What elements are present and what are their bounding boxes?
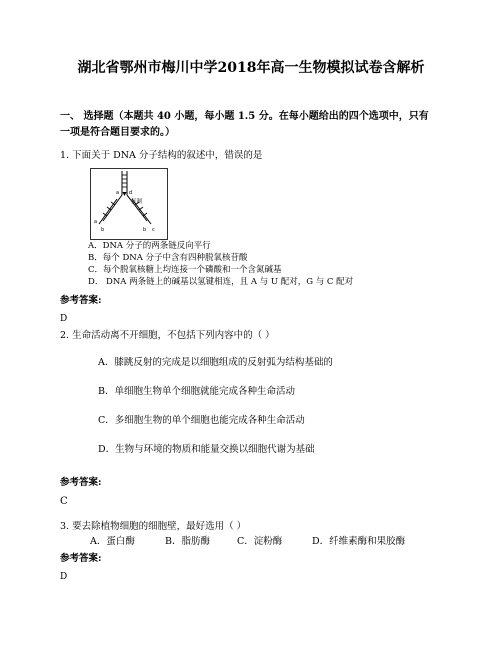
question-2-option-c: C．多细胞生物的单个细胞也能完成各种生命活动 bbox=[98, 415, 305, 426]
question-3-answer: D bbox=[60, 572, 68, 582]
question-2-option-b: B．单细胞生物单个细胞就能完成各种生命活动 bbox=[98, 386, 295, 397]
figure-label-replication: 复制 bbox=[131, 199, 143, 205]
page-title: 湖北省鄂州市梅川中学2018年高一生物模拟试卷含解析 bbox=[77, 60, 425, 76]
question-1-option-a: A．DNA 分子的两条链反向平行 bbox=[88, 241, 211, 251]
question-3-option-b: B．脂肪酶 bbox=[165, 536, 210, 547]
figure-label-b-left: b bbox=[101, 227, 105, 233]
question-3-option-a: A．蛋白酶 bbox=[90, 536, 135, 547]
question-3-option-d: D．纤维素酶和果胶酶 bbox=[312, 536, 406, 547]
question-1-answer-label: 参考答案: bbox=[60, 295, 102, 306]
question-1-option-c: C．每个脱氧核糖上均连接一个磷酸和一个含氮碱基 bbox=[88, 265, 282, 275]
question-2-answer: C bbox=[60, 496, 68, 507]
section-heading-line1: 一、 选择题（本题共 40 小题，每小题 1.5 分。在每小题给出的四个选项中，只有 bbox=[60, 111, 429, 122]
question-1-answer: D bbox=[60, 314, 68, 324]
question-3-stem: 3. 要去除植物细胞的细胞壁，最好选用（ ） bbox=[60, 521, 247, 532]
question-1-stem: 1. 下面关于 DNA 分子结构的叙述中，错误的是 bbox=[60, 150, 263, 161]
figure-label-a-top: a bbox=[116, 190, 120, 196]
question-3-option-c: C．淀粉酶 bbox=[237, 536, 283, 547]
question-2-stem: 2. 生命活动离不开细胞，不包括下列内容中的（ ） bbox=[60, 330, 275, 341]
question-1-option-b: B．每个 DNA 分子中含有四种脱氧核苷酸 bbox=[88, 253, 248, 263]
figure-label-a-left: a bbox=[94, 219, 98, 225]
figure-label-b-right: b bbox=[143, 227, 147, 233]
section-heading-line2: 一项是符合题目要求的。） bbox=[60, 127, 175, 138]
question-2-option-d: D．生物与环境的物质和能量交换以细胞代谢为基础 bbox=[98, 444, 315, 455]
question-2-answer-label: 参考答案: bbox=[60, 477, 102, 488]
dna-figure-svg bbox=[91, 169, 167, 239]
question-1-option-d: D． DNA 两条链上的碱基以氢键相连，且 A 与 U 配对，G 与 C 配对 bbox=[88, 277, 354, 287]
question-2-option-a: A．膝跳反射的完成是以细胞组成的反射弧为结构基础的 bbox=[98, 357, 333, 368]
dna-replication-figure bbox=[90, 168, 168, 240]
figure-label-d: d bbox=[129, 190, 133, 196]
figure-label-c: c bbox=[152, 227, 155, 233]
question-3-answer-label: 参考答案: bbox=[60, 553, 102, 564]
